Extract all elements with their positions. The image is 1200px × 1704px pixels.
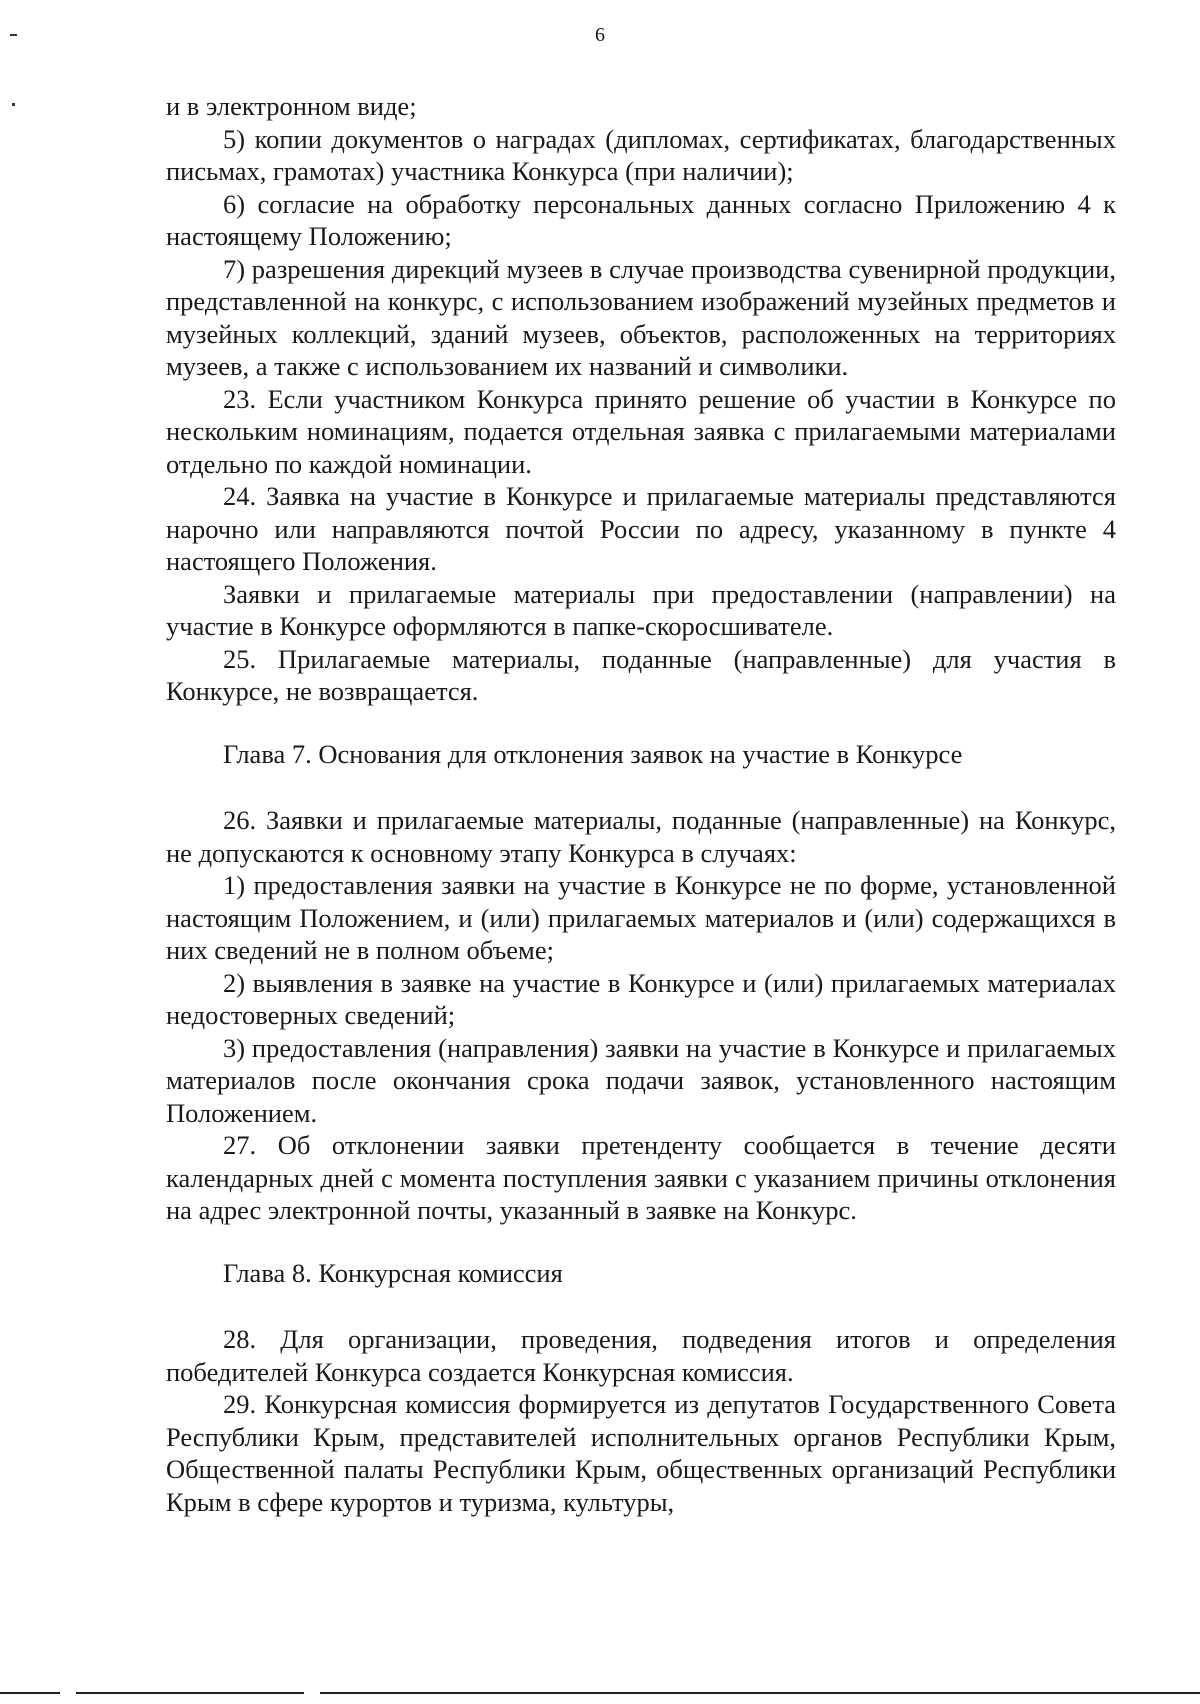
scan-edge-line <box>320 1692 1200 1694</box>
page-number: 6 <box>595 24 605 46</box>
scan-edge-line <box>76 1692 304 1694</box>
paragraph: 29. Конкурсная комиссия формируется из депутатов Государственного Совета Республики Крым, представителей исполнительных органов Республики Крым, Общественной палаты Республики Крым, общественных организаций Республики Крым в сфере курортов и туризма, культуры, <box>166 1389 1116 1517</box>
paragraph: 27. Об отклонении заявки претенденту сообщается в течение десяти календарных дней с момента поступления заявки с указанием причины отклонения на адрес электронной почты, указанный в заявке на Конкурс. <box>166 1130 1116 1225</box>
list-item: 3) предоставления (направления) заявки на участие в Конкурсе и прилагаемых материалов после окончания срока подачи заявок, установленного настоящим Положением. <box>166 1032 1116 1128</box>
list-item: 7) разрешения дирекций музеев в случае производства сувенирной продукции, представленной на конкурс, с использованием изображений музейных предметов и музейных коллекций, зданий музеев, объектов, расположенных на территориях музеев, а также с использованием их названий и символики. <box>166 253 1116 381</box>
list-item: 1) предоставления заявки на участие в Конкурсе не по форме, установленной настоящим Положением, и (или) прилагаемых материалов и (или) содержащихся в них сведений не в полном объеме; <box>166 870 1116 965</box>
paragraph: 24. Заявка на участие в Конкурсе и прилагаемые материалы представляются нарочно или направляются почтой России по адресу, указанному в пункте 4 настоящего Положения. <box>166 481 1116 576</box>
document-body <box>166 90 1116 1518</box>
list-item: 6) согласие на обработку персональных данных согласно Приложению 4 к настоящему Положению; <box>166 188 1116 251</box>
spacer <box>166 1289 1116 1323</box>
spacer <box>166 708 1116 738</box>
chapter-heading: Глава 8. Конкурсная комиссия <box>223 1257 563 1288</box>
list-item: 2) выявления в заявке на участие в Конкурсе и (или) прилагаемых материалах недостоверных сведений; <box>166 967 1116 1030</box>
scan-edge-line <box>0 1692 60 1694</box>
spacer <box>166 1227 1116 1257</box>
list-item: 5) копии документов о наградах (дипломах, сертификатах, благодарственных письмах, грамотах) участника Конкурса (при наличии); <box>166 123 1116 186</box>
spacer <box>166 770 1116 804</box>
paragraph: 23. Если участником Конкурса принято решение об участии в Конкурсе по нескольким номинациям, подается отдельная заявка с прилагаемыми материалами отдельно по каждой номинации. <box>166 383 1116 479</box>
chapter-heading: Глава 7. Основания для отклонения заявок на участие в Конкурсе <box>223 738 963 769</box>
paragraph: 25. Прилагаемые материалы, поданные (направленные) для участия в Конкурсе, не возвращается. <box>166 643 1116 706</box>
paragraph: и в электронном виде; <box>166 91 417 121</box>
paragraph: 28. Для организации, проведения, подведения итогов и определения победителей Конкурса создается Конкурсная комиссия. <box>166 1324 1116 1387</box>
paragraph: 26. Заявки и прилагаемые материалы, поданные (направленные) на Конкурс, не допускаются к основному этапу Конкурса в случаях: <box>166 805 1116 868</box>
paragraph: Заявки и прилагаемые материалы при предоставлении (направлении) на участие в Конкурсе оформляются в папке-скоросшивателе. <box>166 578 1116 641</box>
scan-mark <box>12 103 15 106</box>
scan-mark <box>10 34 17 36</box>
